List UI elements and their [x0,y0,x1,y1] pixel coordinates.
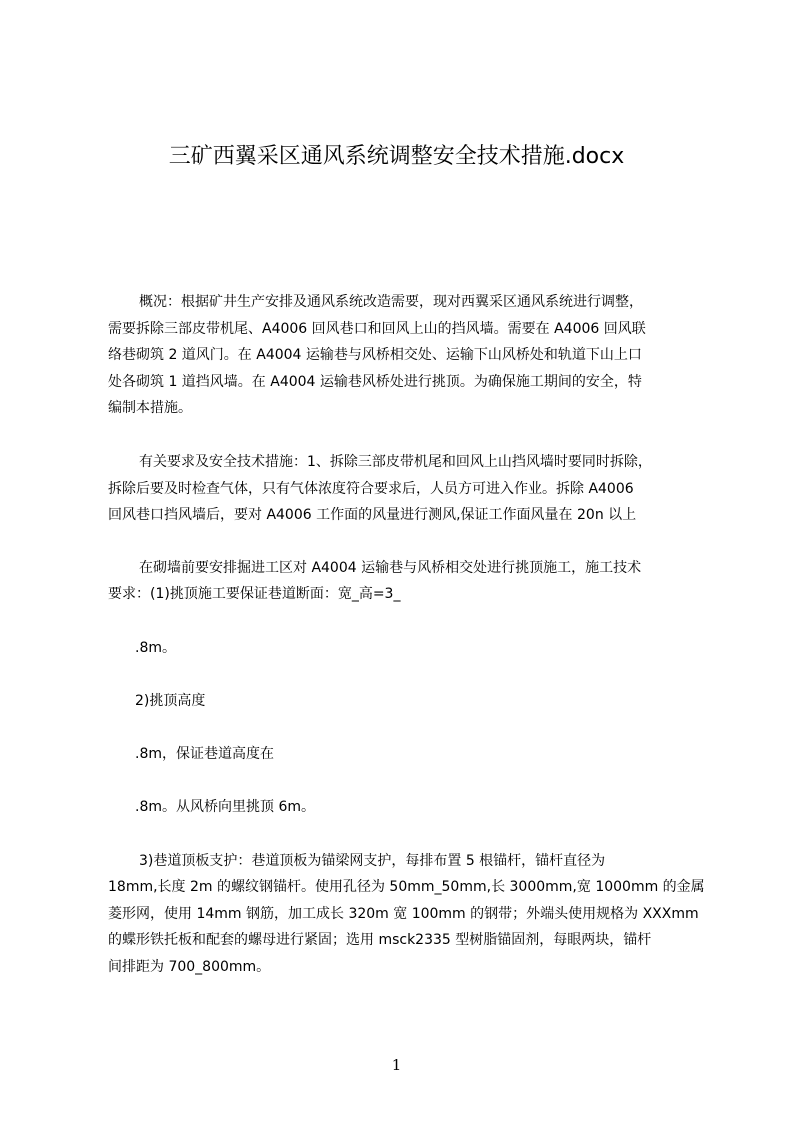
fragment-line: 2)挑顶高度 [135,693,206,709]
overview-line: 处各砌筑 1 道挡风墙。在 A4004 运输巷风桥处进行挑顶。为确保施工期间的安全，特 [108,374,642,390]
masonry-line: 在砌墙前要安排掘进工区对 A4004 运输巷与风桥相交处进行挑顶施工，施工技术 [139,560,642,576]
fragment-line: .8m。 [135,640,176,656]
fragment-line: .8m，保证巷道高度在 [135,746,274,762]
document-title: 三矿西翼采区通风系统调整安全技术措施.docx [168,144,625,169]
overview-line: 编制本措施。 [108,400,192,416]
overview-line: 络巷砌筑 2 道风门。在 A4004 运输巷与风桥相交处、运输下山风桥处和轨道下山上口 [108,347,642,363]
masonry-line: 要求：(1)挑顶施工要保证巷道断面：宽_高=3_ [108,586,401,602]
support-line: 18mm,长度 2m 的螺纹钢锚杆。使用孔径为 50mm_50mm,长 3000mm,宽 1000mm 的金属 [108,879,705,895]
requirements-line: 有关要求及安全技术措施：1、拆除三部皮带机尾和回风上山挡风墙时要同时拆除， [139,454,652,470]
support-line: 3)巷道顶板支护：巷道顶板为锚梁网支护，每排布置 5 根锚杆，锚杆直径为 [139,853,606,869]
support-line: 的蝶形铁托板和配套的螺母进行紧固；选用 msck2335 型树脂锚固剂，每眼两块，锚杆 [108,932,652,948]
fragment-line: .8m。从风桥向里挑顶 6m。 [135,799,315,815]
overview-line: 概况：根据矿井生产安排及通风系统改造需要，现对西翼采区通风系统进行调整， [139,294,643,310]
overview-line: 需要拆除三部皮带机尾、A4006 回风巷口和回风上山的挡风墙。需要在 A4006 回风联 [108,321,646,337]
requirements-line: 拆除后要及时检查气体，只有气体浓度符合要求后，人员方可进入作业。拆除 A4006 [108,481,634,497]
support-line: 间排距为 700_800mm。 [108,959,271,975]
requirements-line: 回风巷口挡风墙后，要对 A4006 工作面的风量进行测风,保证工作面风量在 20n 以上 [108,507,637,523]
support-line: 菱形网，使用 14mm 钢筋，加工成长 320m 宽 100mm 的钢带；外端头使用规格为 XXXmm [108,906,699,922]
page-number: 1 [391,1056,402,1074]
